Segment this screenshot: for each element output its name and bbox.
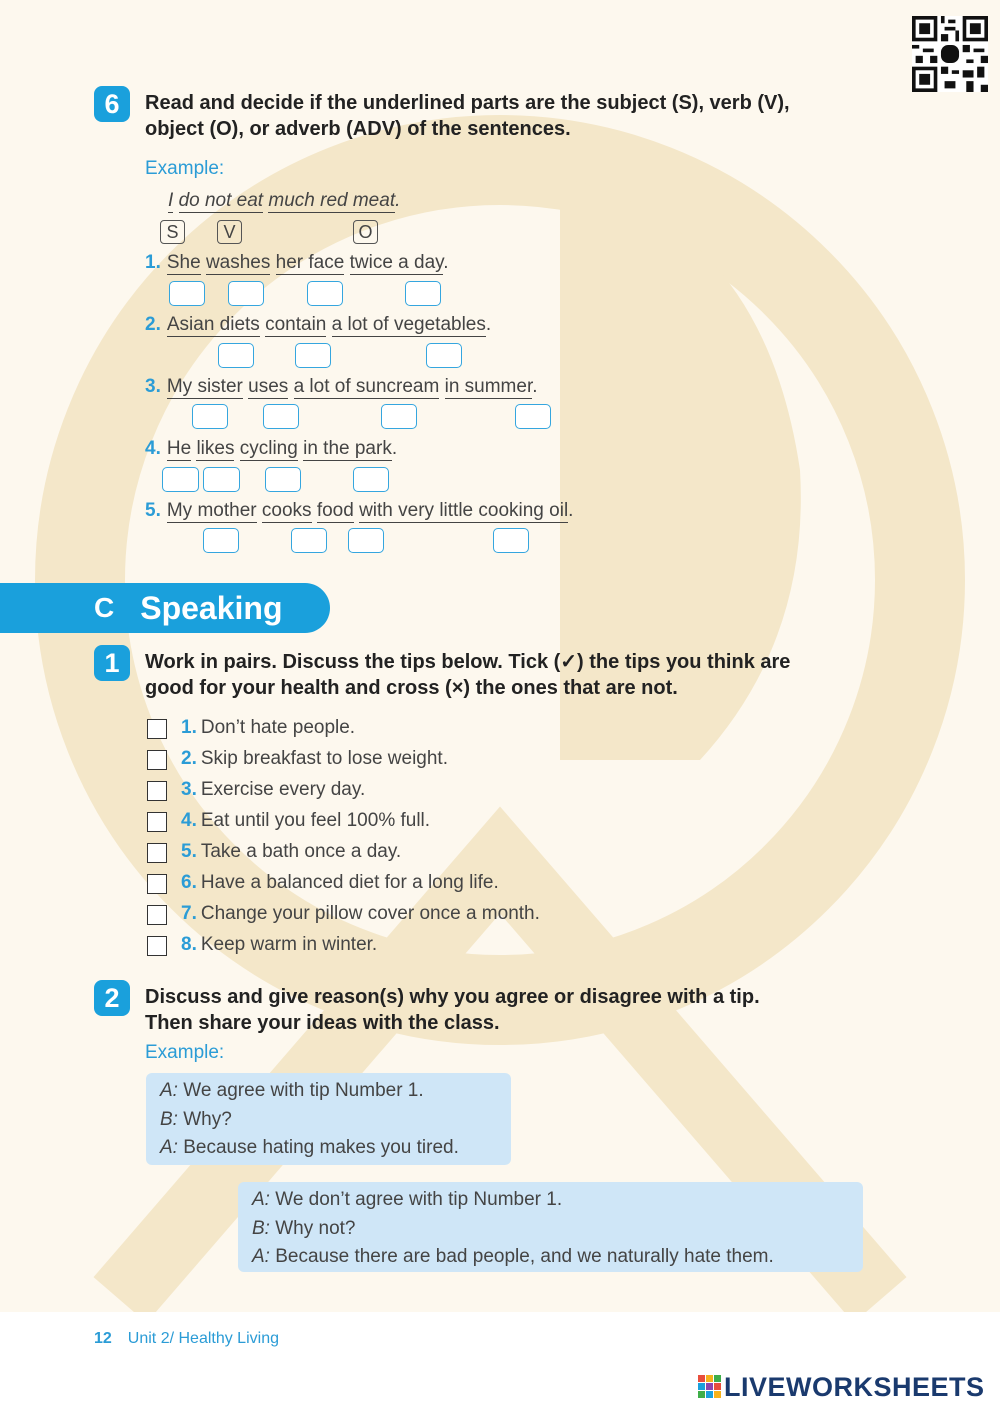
dialogue-text: Why not? — [275, 1217, 356, 1239]
sentence-part: cycling — [239, 438, 298, 459]
sentence-part: with very little cooking oil — [359, 500, 569, 521]
example-answer-box: S — [160, 220, 185, 244]
sentence-part: do not eat — [178, 190, 264, 211]
tip-number: 8. — [181, 934, 197, 955]
sentence-part: a lot of vegetables — [331, 314, 486, 335]
qr-code-icon[interactable] — [912, 16, 988, 92]
sentence-5 — [145, 500, 573, 522]
sentence-1 — [145, 252, 449, 274]
sentence-period: . — [568, 500, 574, 521]
example-label: Example: — [145, 158, 225, 179]
sentence-period: . — [395, 190, 401, 211]
dialogue-text: Why? — [183, 1108, 232, 1130]
tip-checkbox[interactable] — [147, 936, 167, 956]
sentence-number: 5. — [145, 500, 161, 521]
sentence-period: . — [532, 376, 538, 397]
answer-box[interactable] — [295, 343, 331, 368]
answer-box[interactable] — [162, 467, 199, 492]
sentence-2 — [145, 314, 491, 336]
tip-checkbox[interactable] — [147, 874, 167, 894]
page-footer — [94, 1330, 279, 1348]
dialogue-line — [160, 1134, 497, 1163]
tip-number: 6. — [181, 872, 197, 893]
sentence-number: 4. — [145, 438, 161, 459]
tip-item — [181, 810, 430, 832]
speaker: B: — [252, 1217, 270, 1239]
example-sentence — [168, 190, 400, 212]
answer-box[interactable] — [169, 281, 205, 306]
speaker: B: — [160, 1108, 178, 1130]
sentence-part: much red meat — [268, 190, 396, 211]
tip-number: 3. — [181, 779, 197, 800]
exercise-6-instruction — [145, 90, 905, 142]
sentence-period: . — [391, 438, 398, 459]
sentence-number: 3. — [145, 376, 161, 397]
dialogue-line — [252, 1243, 849, 1272]
tip-number: 7. — [181, 903, 197, 924]
speaker: A: — [252, 1246, 270, 1267]
exercise-1-instruction — [145, 649, 925, 701]
page-number: 12 — [94, 1330, 112, 1347]
example-answer-box: V — [217, 220, 242, 244]
sentence-part: cooks — [261, 500, 312, 521]
answer-box[interactable] — [307, 281, 343, 306]
sentence-part: twice a day — [349, 252, 444, 273]
sentence-part: her face — [275, 252, 345, 273]
dialogue-line — [160, 1106, 497, 1135]
answer-box[interactable] — [263, 404, 299, 429]
tip-item — [181, 934, 377, 956]
sentence-number: 1. — [145, 252, 161, 273]
dialogue-line — [160, 1077, 497, 1106]
sentence-part: in summer — [444, 376, 533, 397]
tip-number: 2. — [181, 748, 197, 769]
tip-text: Have a balanced diet for a long life. — [200, 872, 499, 893]
sentence-part: She — [166, 252, 201, 273]
dialogue-text: We agree with tip Number 1. — [183, 1080, 424, 1101]
exercise-2-instruction — [145, 984, 925, 1036]
tip-text: Change your pillow cover once a month. — [200, 903, 540, 924]
sentence-part: contain — [265, 314, 327, 335]
exercise-6-number: 6 — [94, 86, 130, 122]
answer-box[interactable] — [515, 404, 551, 429]
answer-box[interactable] — [426, 343, 462, 368]
exercise-2-number: 2 — [94, 980, 130, 1016]
sentence-part: a lot of suncream — [293, 376, 440, 397]
sentence-period: . — [443, 252, 449, 273]
instruction-line: Discuss and give reason(s) why you agree or disagree with a tip. — [145, 986, 760, 1008]
tip-text: Keep warm in winter. — [200, 934, 378, 955]
dialogue-text: Because hating makes you tired. — [183, 1137, 459, 1158]
instruction-line: Read and decide if the underlined parts are the subject (S), verb (V), — [145, 92, 790, 114]
speaker: A: — [252, 1189, 270, 1210]
sentence-part: likes — [196, 438, 235, 459]
answer-box[interactable] — [493, 528, 529, 553]
sentence-part: food — [316, 500, 354, 521]
tip-text: Skip breakfast to lose weight. — [200, 748, 448, 769]
answer-box[interactable] — [348, 528, 384, 553]
sentence-number: 2. — [145, 314, 161, 335]
answer-box[interactable] — [353, 467, 389, 492]
tip-text: Exercise every day. — [200, 779, 366, 800]
tip-text: Take a bath once a day. — [200, 841, 402, 862]
answer-box[interactable] — [203, 528, 239, 553]
tip-item — [181, 748, 448, 770]
sentence-4 — [145, 438, 397, 460]
tip-checkbox[interactable] — [147, 719, 167, 739]
tip-item — [181, 779, 365, 801]
sentence-part: I — [168, 190, 174, 211]
example-dialogue-disagree — [238, 1182, 863, 1272]
answer-box[interactable] — [381, 404, 417, 429]
tip-checkbox[interactable] — [147, 812, 167, 832]
answer-box[interactable] — [265, 467, 301, 492]
sentence-part: My sister — [166, 376, 243, 397]
sentence-part: washes — [205, 252, 271, 273]
tip-item — [181, 841, 401, 863]
liveworksheets-icon — [698, 1375, 722, 1401]
answer-box[interactable] — [405, 281, 441, 306]
tip-number: 1. — [181, 717, 197, 738]
sentence-part: uses — [248, 376, 289, 397]
sentence-period: . — [485, 314, 492, 335]
section-letter: C — [94, 592, 115, 623]
dialogue-text: We don’t agree with tip Number 1. — [275, 1189, 563, 1210]
example-dialogue-agree — [146, 1073, 511, 1165]
sentence-part: Asian diets — [166, 314, 260, 335]
answer-box[interactable] — [203, 467, 240, 492]
example-label: Example: — [145, 1042, 225, 1063]
tip-text: Don’t hate people. — [200, 717, 356, 738]
instruction-line: Then share your ideas with the class. — [145, 1012, 500, 1034]
instruction-line: good for your health and cross (×) the ones that are not. — [145, 677, 678, 699]
speaker: A: — [160, 1137, 178, 1158]
section-title: Speaking — [140, 589, 283, 626]
tip-checkbox[interactable] — [147, 750, 167, 770]
answer-box[interactable] — [218, 343, 254, 368]
answer-box[interactable] — [228, 281, 264, 306]
dialogue-text: Because there are bad people, and we naturally hate them. — [275, 1246, 774, 1267]
tip-item — [181, 872, 499, 894]
dialogue-line — [252, 1215, 849, 1244]
sentence-3 — [145, 376, 538, 398]
tip-number: 5. — [181, 841, 197, 862]
exercise-1-number: 1 — [94, 645, 130, 681]
section-header — [0, 583, 330, 633]
sentence-part: He — [166, 438, 192, 459]
sentence-part: My mother — [166, 500, 257, 521]
tip-checkbox[interactable] — [147, 905, 167, 925]
tip-checkbox[interactable] — [147, 781, 167, 801]
example-answer-box: O — [353, 220, 378, 244]
instruction-line: object (O), or adverb (ADV) of the sentences. — [145, 118, 571, 140]
tip-item — [181, 717, 355, 739]
answer-box[interactable] — [291, 528, 327, 553]
tip-checkbox[interactable] — [147, 843, 167, 863]
liveworksheets-logo[interactable] — [698, 1372, 985, 1403]
answer-box[interactable] — [192, 404, 228, 429]
tip-number: 4. — [181, 810, 197, 831]
dialogue-line — [252, 1186, 849, 1215]
tip-text: Eat until you feel 100% full. — [200, 810, 431, 831]
unit-title: Unit 2/ Healthy Living — [127, 1330, 279, 1347]
brand-name: LIVEWORKSHEETS — [724, 1372, 985, 1402]
speaker: A: — [160, 1080, 178, 1101]
sentence-part: in the park — [303, 438, 392, 459]
tip-item — [181, 903, 540, 925]
instruction-line: Work in pairs. Discuss the tips below. Tick (✓) the tips you think are — [145, 651, 791, 673]
